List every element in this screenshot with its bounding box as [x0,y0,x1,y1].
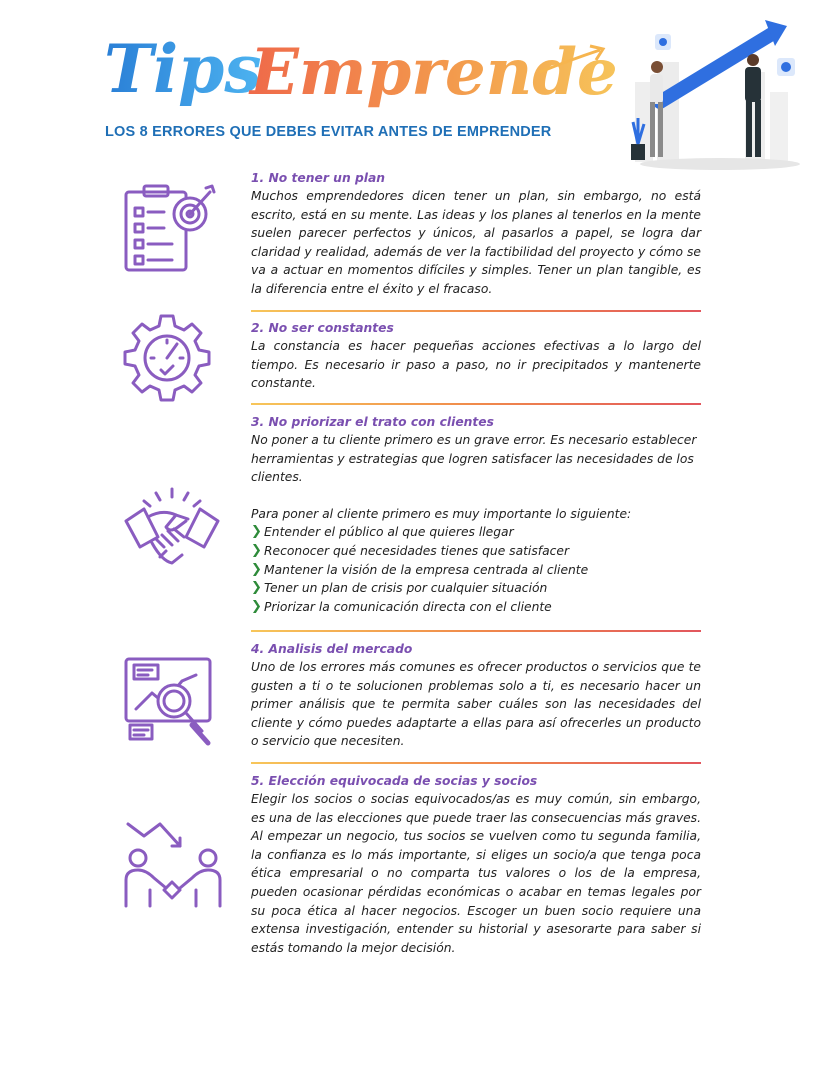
section-body: Uno de los errores más comunes es ofrecer productos o servicios que te gusten a ti o te solucionen problemas solo a ti, es necesario hacer un primer análisis que te permita saber cuáles son las necesidades del cliente y cómo puedes adaptarte a ellas para así ofrecerles un producto o servicio que necesiten. [251,660,701,749]
section-no-plan [251,170,701,299]
chevron-right-icon: ❯ [251,524,262,540]
chevron-right-icon: ❯ [251,580,262,596]
logo-word-emprende: Emprende [250,35,618,110]
section-constancy [251,320,701,393]
list-item: ❯ Reconocer qué necesidades tienes que satisfacer [251,542,701,561]
divider [251,762,701,764]
list-item: ❯ Tener un plan de crisis por cualquier situación [251,579,701,598]
section-title: 2. No ser constantes [251,321,394,335]
divider [251,630,701,632]
tips-emprende-logo [100,20,620,130]
client-priority-list [251,523,701,616]
partners-icon [120,818,225,910]
section-market-analysis [251,641,701,751]
section-body: No poner a tu cliente primero es un grave error. Es necesario establecer herramientas y estrategias que logren satisfacer las necesidades de los clientes. [251,433,697,485]
checklist-target-icon [120,180,220,275]
list-item: ❯ Entender el público al que quieres llegar [251,523,701,542]
section-body: Elegir los socios o socias equivocados/as es muy común, sin embargo, es una de las elecciones que puede traer las consecuencias más graves. Al empezar un negocio, tus socios se vuelven como tu segunda familia, la confianza es lo más importante, si eliges un socio/a que tenga poca ética empresarial o no comparta tus valores o los de la empresa, pueden ocasionar pérdidas económicas o acabar en temas legales por su poca ética al hacer negocios. Escoger un buen socio requiere una extensa investigación, entender su historial y asesorarte para saber si estás tomando la mejor decisión. [251,792,701,955]
section-title: 3. No priorizar el trato con clientes [251,415,494,429]
gear-gauge-icon [122,312,212,404]
hero-illustration [625,12,805,172]
section-clients [251,414,701,616]
chevron-right-icon: ❯ [251,598,262,614]
chevron-right-icon: ❯ [251,542,262,558]
divider [251,403,701,405]
divider [251,310,701,312]
section-body: Muchos emprendedores dicen tener un plan, sin embargo, no está escrito, está en su mente. Las ideas y los planes al tenerlos en la mente suelen parecer perfectos y únicos, al pasarlos a papel, se logra dar claridad y realidad, además de ver la factibilidad del proyecto y cómo se va a actuar en momentos difíciles y simples. Tener un plan tangible, es la diferencia entre el éxito y el fracaso. [251,189,701,296]
handshake-icon [122,485,222,575]
logo-word-tips: Tips [104,30,262,108]
section-title: 1. No tener un plan [251,171,386,185]
list-item: ❯ Priorizar la comunicación directa con el cliente [251,598,701,617]
list-item: ❯ Mantener la visión de la empresa centrada al cliente [251,561,701,580]
chevron-right-icon: ❯ [251,561,262,577]
market-analysis-icon [122,655,214,747]
page-subtitle: LOS 8 ERRORES QUE DEBES EVITAR ANTES DE EMPRENDER [105,124,552,140]
section-body: La constancia es hacer pequeñas acciones efectivas a lo largo del tiempo. Es necesario ir paso a paso, no ir precipitados y mantenerte constante. [251,339,701,391]
section-title: 4. Analisis del mercado [251,642,413,656]
section-partners [251,773,701,957]
section-intro: Para poner al cliente primero es muy importante lo siguiente: [251,506,632,521]
section-title: 5. Elección equivocada de socias y socios [251,774,538,788]
